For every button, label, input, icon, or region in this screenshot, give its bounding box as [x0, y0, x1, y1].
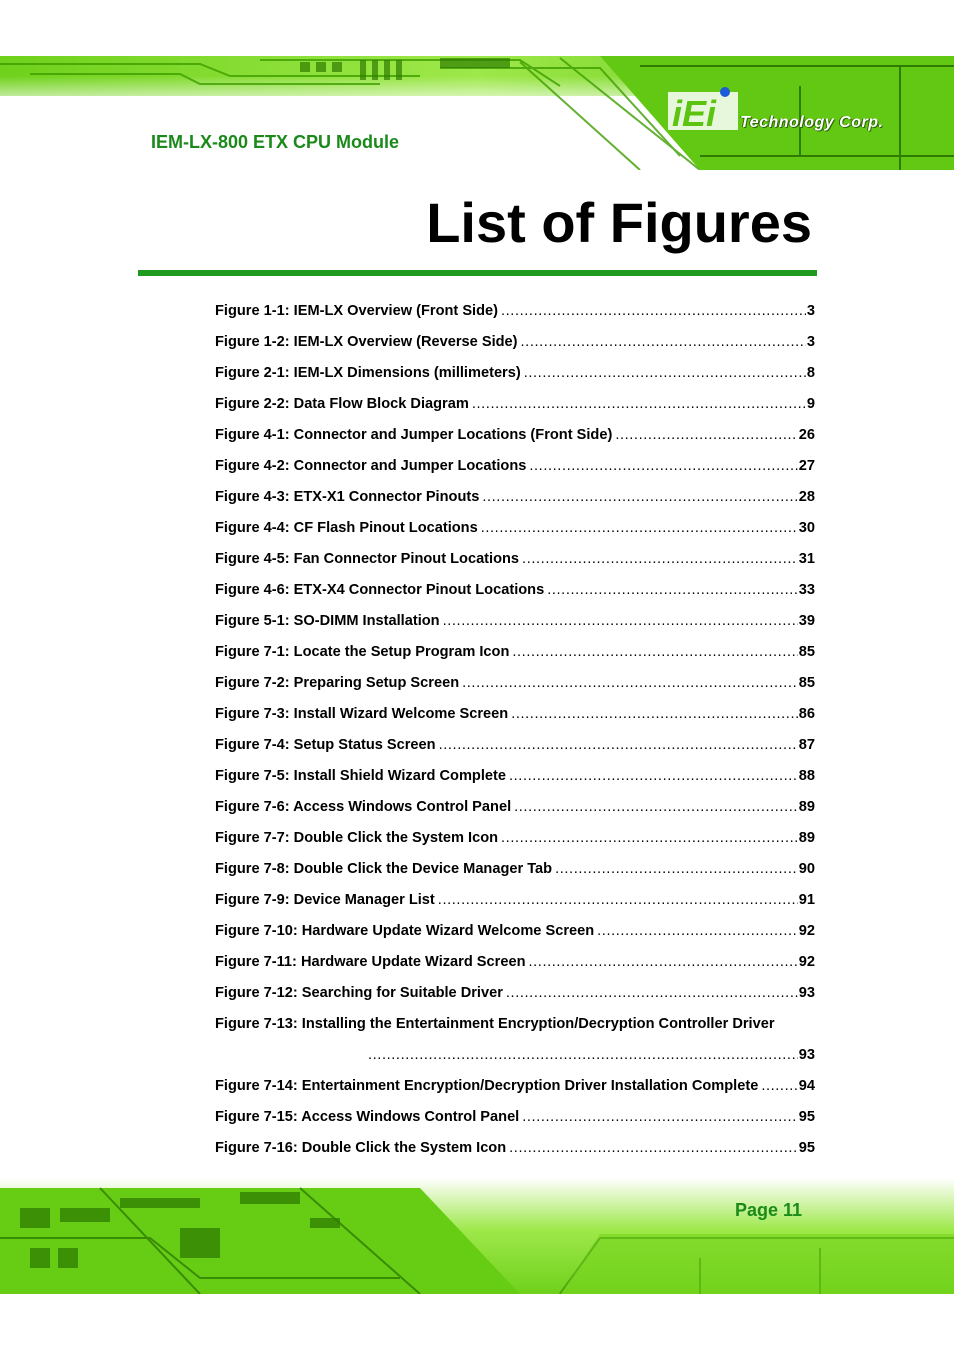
figure-entry-label: Figure 7-7: Double Click the System Icon	[215, 830, 499, 846]
figure-entry[interactable]	[215, 978, 815, 1009]
figure-entry-page: 95	[798, 1109, 815, 1125]
figure-entry-leader	[509, 761, 798, 792]
figure-entry-page: 95	[798, 1140, 815, 1156]
figure-entry[interactable]	[215, 637, 815, 668]
figure-entry[interactable]	[215, 668, 815, 699]
figure-entry[interactable]	[215, 699, 815, 730]
figure-entry-label: Figure 5-1: SO-DIMM Installation	[215, 613, 440, 629]
figure-entry-label: Figure 7-8: Double Click the Device Manager Tab	[215, 861, 553, 877]
figure-entry-leader	[443, 606, 798, 637]
figure-entry-page: 92	[798, 954, 815, 970]
figure-entry-leader	[529, 451, 797, 482]
figure-entry-leader	[615, 420, 797, 451]
figure-entry-label: Figure 1-1: IEM-LX Overview (Front Side)	[215, 303, 498, 319]
figure-entry-leader	[555, 854, 798, 885]
figure-entry-label: Figure 7-11: Hardware Update Wizard Screen	[215, 954, 526, 970]
figure-entry[interactable]	[215, 358, 815, 389]
figure-entry-page: 3	[806, 303, 815, 319]
figure-entry-page: 26	[798, 427, 815, 443]
figure-entry-label: Figure 4-4: CF Flash Pinout Locations	[215, 520, 478, 536]
figure-entry[interactable]	[215, 947, 815, 978]
figure-entry[interactable]	[215, 575, 815, 606]
figure-entry[interactable]	[215, 327, 815, 358]
figure-entry[interactable]	[215, 730, 815, 761]
figure-entry-leader	[506, 978, 798, 1009]
figure-entry-leader	[512, 637, 797, 668]
figure-entry-page: 93	[798, 1047, 815, 1063]
figure-entry-page: 88	[798, 768, 815, 784]
figure-entry-page: 9	[806, 396, 815, 412]
figure-entry-page: 90	[798, 861, 815, 877]
figure-entry-label: Figure 7-3: Install Wizard Welcome Screen	[215, 706, 509, 722]
figure-entry-leader	[514, 792, 798, 823]
pcb-header-graphic	[0, 56, 954, 170]
figure-entry-leader	[501, 823, 798, 854]
figure-entry[interactable]	[215, 296, 815, 327]
figure-entry-leader	[438, 885, 798, 916]
footer-banner	[0, 1178, 954, 1294]
figure-entry[interactable]	[215, 916, 815, 947]
figure-entry-label: Figure 7-6: Access Windows Control Panel	[215, 799, 512, 815]
figure-entry-label: Figure 4-6: ETX-X4 Connector Pinout Locations	[215, 582, 545, 598]
figure-entry-label: Figure 7-9: Device Manager List	[215, 892, 435, 908]
figure-entry[interactable]	[215, 1102, 815, 1133]
figure-entry-label: Figure 7-16: Double Click the System Icon	[215, 1140, 507, 1156]
figure-entry-leader	[462, 668, 798, 699]
figure-entry-page: 91	[798, 892, 815, 908]
figure-entry-page: 89	[798, 799, 815, 815]
figure-entry-page: 31	[798, 551, 815, 567]
figure-entry-leader	[529, 947, 798, 978]
figure-entry-leader	[547, 575, 798, 606]
figure-entry[interactable]	[215, 451, 815, 482]
heading-rule	[138, 270, 817, 276]
figure-entry-leader-row	[215, 1040, 815, 1071]
company-logo-text: Technology Corp.	[740, 114, 884, 131]
figure-entry-leader	[509, 1133, 798, 1164]
figure-entry-page: 27	[798, 458, 815, 474]
figure-entry-leader	[439, 730, 798, 761]
figure-entry-label: Figure 7-4: Setup Status Screen	[215, 737, 436, 753]
figure-entry-label: Figure 1-2: IEM-LX Overview (Reverse Side)	[215, 334, 518, 350]
figure-entry-page: 93	[798, 985, 815, 1001]
figure-entry-label: Figure 4-5: Fan Connector Pinout Locations	[215, 551, 520, 567]
figure-entry-leader	[597, 916, 798, 947]
svg-text:iEi: iEi	[672, 93, 717, 134]
header-banner	[0, 56, 954, 170]
pcb-footer-graphic	[0, 1178, 954, 1294]
figure-entry-label: Figure 7-14: Entertainment Encryption/Decryption Driver Installation Complete	[215, 1078, 759, 1094]
figure-entry-leader	[368, 1040, 798, 1071]
figure-entry-leader	[501, 296, 806, 327]
figure-entry[interactable]	[215, 885, 815, 916]
figure-entry-page: 92	[798, 923, 815, 939]
figure-entry[interactable]	[215, 854, 815, 885]
figure-entry-page: 39	[798, 613, 815, 629]
figure-entry-page: 30	[798, 520, 815, 536]
figure-entry[interactable]	[215, 823, 815, 854]
document-title: IEM-LX-800 ETX CPU Module	[151, 132, 400, 152]
figure-entry[interactable]	[215, 1133, 815, 1164]
figure-entry[interactable]	[215, 606, 815, 637]
figure-entry-leader	[511, 699, 798, 730]
figure-entry-page: 85	[798, 644, 815, 660]
figure-entry-label: Figure 4-2: Connector and Jumper Locations	[215, 458, 527, 474]
figure-entry-label: Figure 7-10: Hardware Update Wizard Welcome Screen	[215, 923, 595, 939]
figure-entry[interactable]	[215, 1009, 815, 1071]
figure-entry-label: Figure 7-12: Searching for Suitable Driver	[215, 985, 503, 1001]
figure-entry-leader	[522, 544, 798, 575]
figure-entry-leader	[482, 482, 797, 513]
figure-entry-leader	[524, 358, 806, 389]
figure-entry[interactable]	[215, 761, 815, 792]
figure-entry-page: 87	[798, 737, 815, 753]
figure-entry[interactable]	[215, 482, 815, 513]
figure-entry-label: Figure 4-1: Connector and Jumper Locations (Front Side)	[215, 427, 613, 443]
figure-entry-label: Figure 7-5: Install Shield Wizard Complete	[215, 768, 506, 784]
figure-entry-leader	[481, 513, 798, 544]
iei-logo-icon	[668, 87, 738, 134]
figure-entry-page: 86	[798, 706, 815, 722]
figure-entry[interactable]	[215, 792, 815, 823]
figure-list	[215, 296, 815, 1164]
figure-entry-page: 28	[798, 489, 815, 505]
figure-entry-label: Figure 7-15: Access Windows Control Panel	[215, 1109, 520, 1125]
figure-entry-leader	[522, 1102, 798, 1133]
figure-entry-page: 85	[798, 675, 815, 691]
figure-entry-page: 89	[798, 830, 815, 846]
figure-entry-page: 94	[798, 1078, 815, 1094]
figure-entry-leader	[472, 389, 806, 420]
figure-entry-leader	[521, 327, 806, 358]
figure-entry-label: Figure 7-13: Installing the Entertainment Encryption/Decryption Controller Driver	[215, 1016, 775, 1032]
figure-entry-label: Figure 2-1: IEM-LX Dimensions (millimeters)	[215, 365, 521, 381]
figure-entry-page: 3	[806, 334, 815, 350]
figure-entry-label: Figure 2-2: Data Flow Block Diagram	[215, 396, 469, 412]
figure-entry-label: Figure 4-3: ETX-X1 Connector Pinouts	[215, 489, 480, 505]
figure-entry-leader	[761, 1071, 797, 1102]
figure-entry-page: 8	[806, 365, 815, 381]
figure-entry-label: Figure 7-2: Preparing Setup Screen	[215, 675, 460, 691]
figure-entry[interactable]	[215, 1071, 815, 1102]
figure-entry[interactable]	[215, 389, 815, 420]
page-heading: List of Figures	[426, 191, 812, 254]
figure-entry[interactable]	[215, 513, 815, 544]
page-number: Page 11	[734, 1200, 802, 1220]
figure-entry-page: 33	[798, 582, 815, 598]
figure-entry-label: Figure 7-1: Locate the Setup Program Icon	[215, 644, 510, 660]
figure-entry[interactable]	[215, 544, 815, 575]
figure-entry[interactable]	[215, 420, 815, 451]
